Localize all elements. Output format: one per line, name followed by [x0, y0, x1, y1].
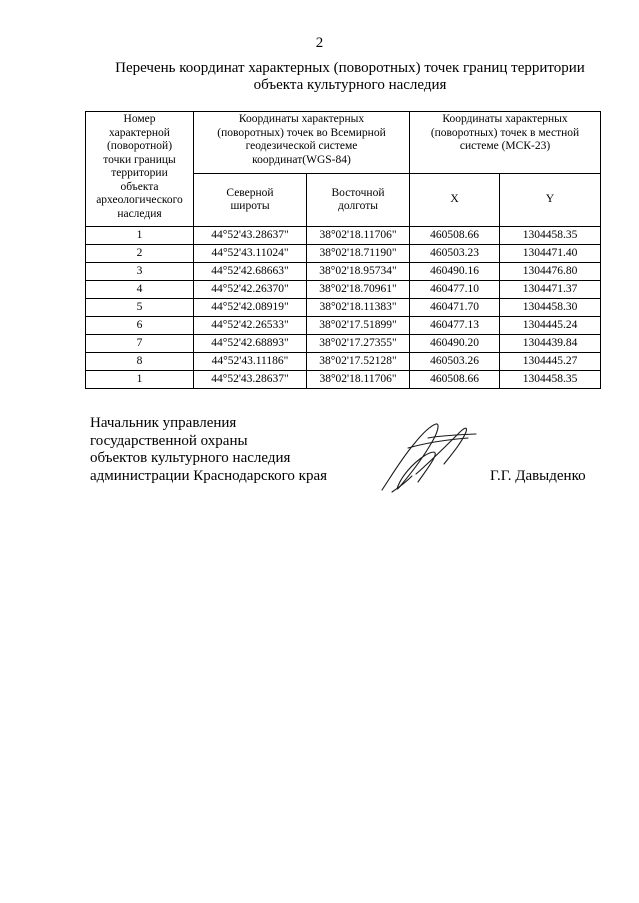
header-longitude: [307, 174, 410, 227]
cell-y: 1304476.80: [500, 263, 601, 281]
header-msk23-group: [410, 112, 601, 174]
header-line: территории: [111, 167, 168, 179]
cell-point-number: 2: [86, 245, 194, 263]
cell-longitude: 38°02'18.11383": [307, 299, 410, 317]
cell-latitude: 44°52'42.26533": [194, 317, 307, 335]
table-header: [86, 112, 601, 227]
table-row: [86, 317, 601, 335]
table-row: [86, 299, 601, 317]
table-row: [86, 353, 601, 371]
cell-x: 460490.16: [410, 263, 500, 281]
handwritten-signature: [372, 418, 484, 498]
cell-y: 1304445.24: [500, 317, 601, 335]
cell-longitude: 38°02'18.95734": [307, 263, 410, 281]
cell-y: 1304471.40: [500, 245, 601, 263]
table-row: [86, 371, 601, 389]
table-row: [86, 281, 601, 299]
cell-latitude: 44°52'43.11186": [194, 353, 307, 371]
cell-latitude: 44°52'42.68663": [194, 263, 307, 281]
cell-x: 460477.10: [410, 281, 500, 299]
cell-latitude: 44°52'42.08919": [194, 299, 307, 317]
cell-x: 460508.66: [410, 371, 500, 389]
header-line: Координаты характерных: [238, 113, 365, 125]
signer-position-line: администрации Краснодарского края: [90, 467, 328, 484]
cell-latitude: 44°52'43.28637": [194, 371, 307, 389]
header-line: Номер: [123, 113, 156, 125]
cell-point-number: 4: [86, 281, 194, 299]
table-row: [86, 335, 601, 353]
cell-latitude: 44°52'43.28637": [194, 227, 307, 245]
cell-latitude: 44°52'43.11024": [194, 245, 307, 263]
signer-position-line: государственной охраны: [90, 432, 248, 449]
cell-x: 460503.26: [410, 353, 500, 371]
cell-latitude: 44°52'42.68893": [194, 335, 307, 353]
cell-longitude: 38°02'17.27355": [307, 335, 410, 353]
cell-y: 1304471.37: [500, 281, 601, 299]
signer-position-line: объектов культурного наследия: [90, 450, 291, 466]
cell-point-number: 7: [86, 335, 194, 353]
header-line: объекта: [120, 180, 159, 193]
header-latitude: [194, 174, 307, 227]
header-line: долготы: [338, 200, 378, 212]
cell-point-number: 6: [86, 317, 194, 335]
header-line: Восточной: [331, 186, 385, 199]
cell-x: 460471.70: [410, 299, 500, 317]
cell-x: 460508.66: [410, 227, 500, 245]
table-row: [86, 263, 601, 281]
header-point-number: [86, 112, 194, 227]
cell-point-number: 8: [86, 353, 194, 371]
cell-x: 460503.23: [410, 245, 500, 263]
cell-longitude: 38°02'18.11706": [307, 227, 410, 245]
header-line: Координаты характерных: [442, 113, 568, 125]
header-y: Y: [500, 174, 601, 227]
cell-latitude: 44°52'42.26370": [194, 281, 307, 299]
document-title: [90, 60, 610, 94]
header-line: системе (МСК-23): [459, 140, 551, 152]
cell-longitude: 38°02'17.52128": [307, 353, 410, 371]
signer-name: Г.Г. Давыденко: [490, 468, 586, 484]
cell-x: 460477.13: [410, 317, 500, 335]
header-line: археологического: [96, 194, 183, 206]
cell-point-number: 3: [86, 263, 194, 281]
cell-y: 1304445.27: [500, 353, 601, 371]
signer-position: [90, 415, 327, 485]
cell-point-number: 1: [86, 227, 194, 245]
header-wgs84-group: [194, 112, 410, 174]
header-line: широты: [230, 200, 270, 212]
cell-longitude: 38°02'18.70961": [307, 281, 410, 299]
document-title-line: Перечень координат характерных (поворотных) точек границ территории: [115, 60, 585, 76]
header-line: (поворотной): [106, 140, 173, 152]
cell-y: 1304458.35: [500, 371, 601, 389]
header-line: (поворотных) точек в местной: [430, 126, 580, 139]
cell-longitude: 38°02'18.71190": [307, 245, 410, 263]
header-line: точки границы: [103, 153, 176, 166]
cell-y: 1304458.30: [500, 299, 601, 317]
cell-x: 460490.20: [410, 335, 500, 353]
cell-longitude: 38°02'18.11706": [307, 371, 410, 389]
signer-position-line: Начальник управления: [90, 415, 237, 431]
header-line: координат(WGS-84): [252, 153, 351, 166]
cell-y: 1304439.84: [500, 335, 601, 353]
header-line: Северной: [226, 186, 274, 199]
cell-point-number: 1: [86, 371, 194, 389]
header-line: геодезической системе: [245, 140, 358, 152]
header-line: характерной: [109, 126, 170, 139]
page-number: 2: [315, 35, 324, 51]
table-row: [86, 245, 601, 263]
table-row: [86, 227, 601, 245]
table-body: [86, 227, 601, 389]
header-line: (поворотных) точек во Всемирной: [217, 126, 386, 139]
coordinates-table: [85, 111, 601, 389]
header-x: X: [410, 174, 500, 227]
cell-point-number: 5: [86, 299, 194, 317]
cell-longitude: 38°02'17.51899": [307, 317, 410, 335]
header-line: наследия: [117, 207, 162, 220]
document-title-line: объекта культурного наследия: [253, 77, 447, 93]
cell-y: 1304458.35: [500, 227, 601, 245]
